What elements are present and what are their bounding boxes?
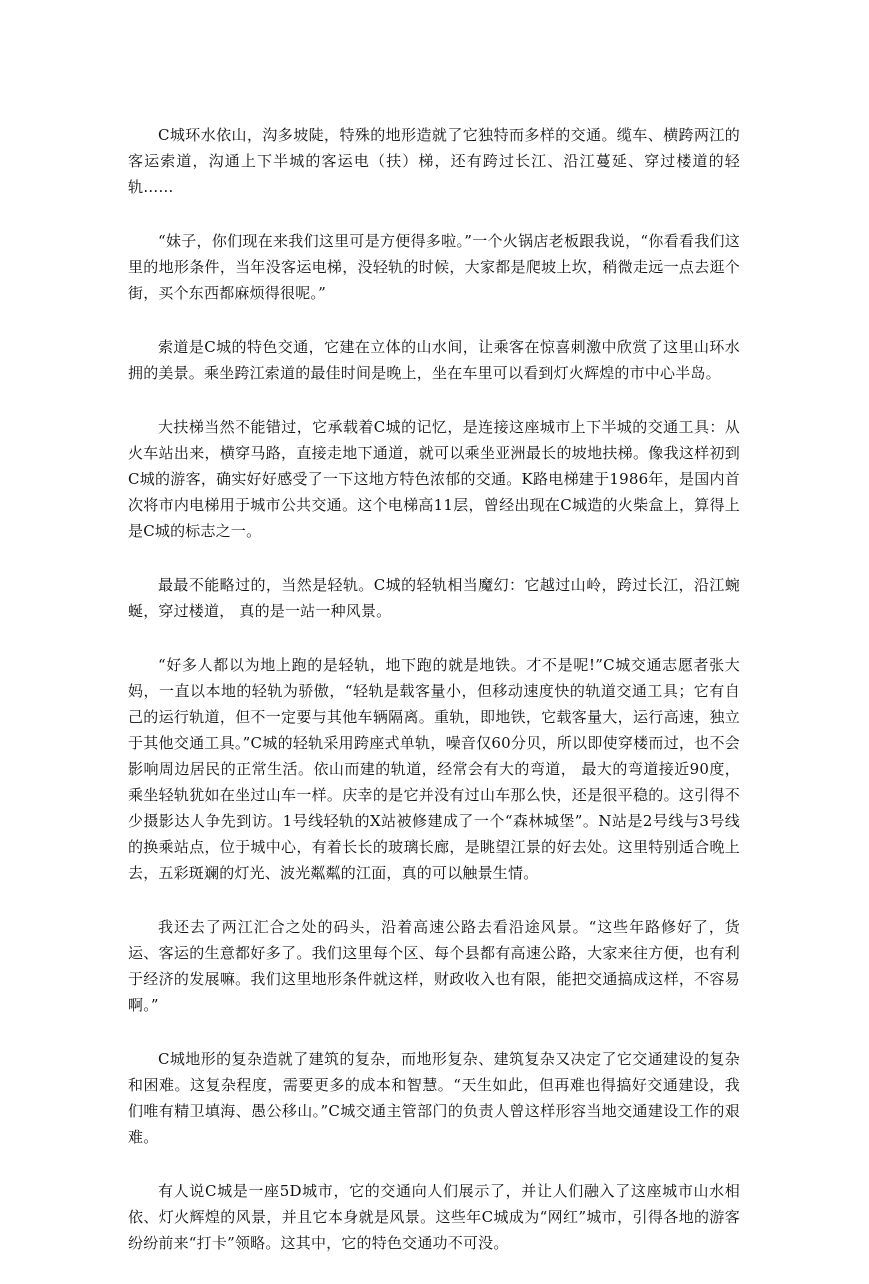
paragraph-4: 大扶梯当然不能错过，它承载着C城的记忆，是连接这座城市上下半城的交通工具：从火车站出来，横穿马路，直接走地下通道，就可以乘坐亚洲最长的坡地扶梯。像我这样初到C城的游客，确实好好感受了一下这地方特色浓郁的交通。K路电梯建于1986年，是国内首次将市内电梯用于城市公共交通。这个电梯高11层，曾经出现在C城造的火柴盒上，算得上是C城的标志之一。 xyxy=(128,418,740,540)
article-body xyxy=(128,122,740,1284)
paragraph-3: 索道是C城的特色交通，它建在立体的山水间，让乘客在惊喜刺激中欣赏了这里山环水拥的美景。乘坐跨江索道的最佳时间是晚上，坐在车里可以看到灯火辉煌的市中心半岛。 xyxy=(128,338,740,382)
paragraph-6: “好多人都以为地上跑的是轻轨，地下跑的就是地铁。才不是呢!”C城交通志愿者张大妈，一直以本地的轻轨为骄傲，“轻轨是载客量小，但移动速度快的轨道交通工具；它有自己的运行轨道，但不一定要与其他车辆隔离。重轨，即地铁，它载客量大，运行高速，独立于其他交通工具。”C城的轻轨采用跨座式单轨，噪音仅60分贝，所以即使穿楼而过，也不会影响周边居民的正常生活。依山而建的轨道，经常会有大的弯道， 最大的弯道接近90度，乘坐轻轨犹如在坐过山车一样。庆幸的是它并没有过山车那么快，还是很平稳的。这引得不少摄影达人争先到访。1号线轻轨的X站被修建成了一个“森林城堡”。N站是2号线与3号线的换乘站点，位于城中心，有着长长的玻璃长廊，是眺望江景的好去处。这里特别适合晚上去，五彩斑斓的灯光、波光粼粼的江面，真的可以触景生情。 xyxy=(128,656,740,882)
paragraph-5: 最最不能略过的，当然是轻轨。C城的轻轨相当魔幻：它越过山岭，跨过长江，沿江蜿蜒，穿过楼道， 真的是一站一种风景。 xyxy=(128,576,740,620)
paragraph-9: 有人说C城是一座5D城市，它的交通向人们展示了，并让人们融入了这座城市山水相依、灯火辉煌的风景，并且它本身就是风景。这些年C城成为“网红”城市，引得各地的游客纷纷前来“打卡”领略。这其中，它的特色交通功不可没。 xyxy=(128,1182,740,1252)
paragraph-2: “妹子，你们现在来我们这里可是方便得多啦。”一个火锅店老板跟我说，“你看看我们这里的地形条件，当年没客运电梯，没轻轨的时候，大家都是爬坡上坎，稍微走远一点去逛个街，买个东西都麻烦得很呢。” xyxy=(128,232,740,302)
paragraph-8: C城地形的复杂造就了建筑的复杂，而地形复杂、建筑复杂又决定了它交通建设的复杂和困难。这复杂程度，需要更多的成本和智慧。“天生如此，但再难也得搞好交通建设，我们唯有精卫填海、愚公移山。”C城交通主管部门的负责人曾这样形容当地交通建设工作的艰难。 xyxy=(128,1050,740,1146)
paragraph-1: C城环水依山，沟多坡陡，特殊的地形造就了它独特而多样的交通。缆车、横跨两江的客运索道，沟通上下半城的客运电（扶）梯，还有跨过长江、沿江蔓延、穿过楼道的轻轨…… xyxy=(128,126,740,196)
paragraph-7: 我还去了两江汇合之处的码头，沿着高速公路去看沿途风景。“这些年路修好了，货运、客运的生意都好多了。我们这里每个区、每个县都有高速公路，大家来往方便，也有利于经济的发展嘛。我们这里地形条件就这样，财政收入也有限，能把交通搞成这样，不容易啊。” xyxy=(128,918,740,1014)
